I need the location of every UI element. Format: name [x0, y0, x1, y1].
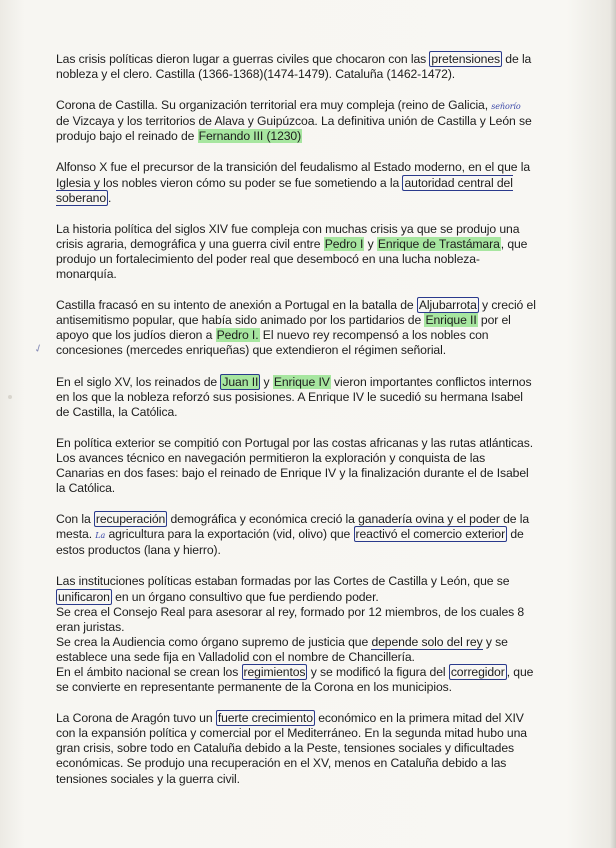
paragraph-crisis-politicas — [56, 52, 536, 82]
paragraph-corona-castilla — [56, 98, 536, 144]
text-run: En el siglo XV, los reinados de — [56, 374, 221, 389]
highlighted-term: Pedro I — [324, 236, 364, 251]
text-run: El nuevo rey recompensó a los nobles con concesiones (mercedes enriqueñas) que extendieron el régimen señorial. — [56, 328, 489, 358]
paragraph-recuperacion — [56, 512, 536, 558]
text-run: La historia política del siglos XIV fue compleja con muchas crisis ya que se produjo una crisis agraria, demográfica y una guerra civil entre — [56, 221, 520, 251]
highlighted-term: Fernando III (1230) — [198, 129, 302, 144]
boxed-term: corregidor — [450, 665, 505, 679]
text-run: demográfica y económica creció la ganadería ovina y el poder de la mesta. — [56, 512, 530, 542]
highlighted-term: Enrique de Trastámara — [377, 236, 500, 251]
text-run: en un órgano consultivo que fue perdiendo poder. — [111, 589, 379, 604]
punch-mark — [8, 395, 12, 399]
boxed-term: reactivó el comercio exterior — [355, 527, 506, 542]
boxed-term: autoridad central del soberano — [56, 175, 513, 205]
paragraph-aljubarrota — [56, 298, 536, 358]
margin-check-mark: ✓ — [32, 341, 46, 357]
highlighted-term: Enrique II — [425, 313, 477, 328]
text-run: , que se convierte en representante permanente de la Corona en los municipios. — [56, 665, 534, 695]
text-run: de Vizcaya y los territorios de Alava y Guipúzcoa. La definitiva unión de Castilla y León se produjo bajo el reinado de — [56, 114, 532, 144]
highlighted-term: Juan II — [222, 374, 259, 389]
text-run: Corona de Castilla. Su organización territorial era muy compleja (reino de Galicia, — [56, 98, 492, 113]
paragraph-alfonso-x — [56, 160, 536, 205]
text-run: y se establece una sede fija en Valladolid con el nombre de Chancillería. — [56, 634, 508, 664]
highlighted-term: Pedro I. — [216, 328, 259, 343]
paragraph-siglo-xiv — [56, 222, 536, 282]
text-run: Con la — [56, 512, 94, 527]
text-run: y — [260, 374, 273, 389]
text-run: En política exterior se compitió con Portugal por las costas africanas y las rutas atlánticas. Los avances técnico en navegación permitieron la exploración y conquista de las Canarias en dos fases: bajo el reinado de Enrique IV y la finalización durante el de Isabel la Católica. — [56, 435, 533, 496]
text-run: por el apoyo que los judíos dieron a — [56, 313, 511, 343]
document-body — [56, 52, 536, 803]
text-run: En el ámbito nacional se crean los — [56, 665, 242, 679]
page-edge-shadow — [610, 0, 616, 848]
text-run: y creció el antisemitismo popular, que había sido animado por los partidarios de — [56, 298, 536, 328]
boxed-term: recuperación — [95, 512, 166, 527]
boxed-term: regimientos — [243, 665, 306, 679]
text-run: Se crea el Consejo Real para asesorar al rey, formado por 12 miembros, de los cuales 8 eran juristas. — [56, 604, 525, 634]
text-run: vieron importantes conflictos internos en los que la nobleza reforzó sus posisiones. A Enrique IV le sucedió su hermana Isabel de Castilla, la Católica. — [56, 374, 532, 419]
text-run: Alfonso X fue el precursor de la transición del feudalismo al Estado moderno, en el que la Iglesia y los nobles vieron cómo su poder se fue sometiendo a la — [56, 160, 531, 190]
text-run: Las instituciones políticas estaban formadas por las Cortes de Castilla y León, que se — [56, 574, 510, 589]
paragraph-politica-exterior — [56, 436, 536, 496]
text-run: La Corona de Aragón tuvo un — [56, 711, 216, 726]
text-run: , que produjo un fortalecimiento del poder real que desembocó en una lucha nobleza-monarquía. — [56, 236, 528, 282]
text-run: . — [108, 190, 112, 205]
text-run: Se crea la Audiencia como órgano supremo de justicia que — [56, 634, 372, 649]
paragraph-instituciones — [56, 574, 536, 695]
text-run: Las crisis políticas dieron lugar a guerras civiles que chocaron con las — [56, 52, 430, 66]
text-run: de la nobleza y el clero. Castilla (1366-1368)(1474-1479). Cataluña (1462-1472). — [56, 52, 532, 82]
text-run: agricultura para la exportación (vid, olivo) que — [105, 527, 354, 542]
underlined-term: depende solo del rey — [371, 634, 483, 649]
highlighted-term: Enrique IV — [273, 374, 330, 389]
boxed-term: pretensiones — [431, 52, 501, 66]
handwritten-annotation: La — [95, 531, 106, 541]
text-run: Castilla fracasó en su intento de anexión a Portugal en la batalla de — [56, 298, 417, 313]
text-run: y — [364, 236, 377, 251]
handwritten-annotation: señorío — [491, 102, 521, 112]
boxed-term: fuerte crecimiento — [217, 711, 313, 726]
paragraph-siglo-xv — [56, 375, 536, 420]
text-run: económico en la primera mitad del XIV con la expansión política y comercial por el Mediterráneo. En la segunda mitad hubo una gran crisis, sobre todo en Cataluña debido a la Peste, tensiones sociales y dificultades económicas. Se produjo una recuperación en el XV, menos en Cataluña debido a las tensiones sociales y la guerra civil. — [56, 711, 527, 786]
boxed-term: unificaron — [58, 589, 110, 604]
text-run: de estos productos (lana y hierro). — [56, 527, 524, 558]
paragraph-corona-aragon — [56, 711, 536, 786]
text-run: y se modificó la figura del — [307, 665, 449, 679]
boxed-term: Aljubarrota — [418, 298, 477, 313]
